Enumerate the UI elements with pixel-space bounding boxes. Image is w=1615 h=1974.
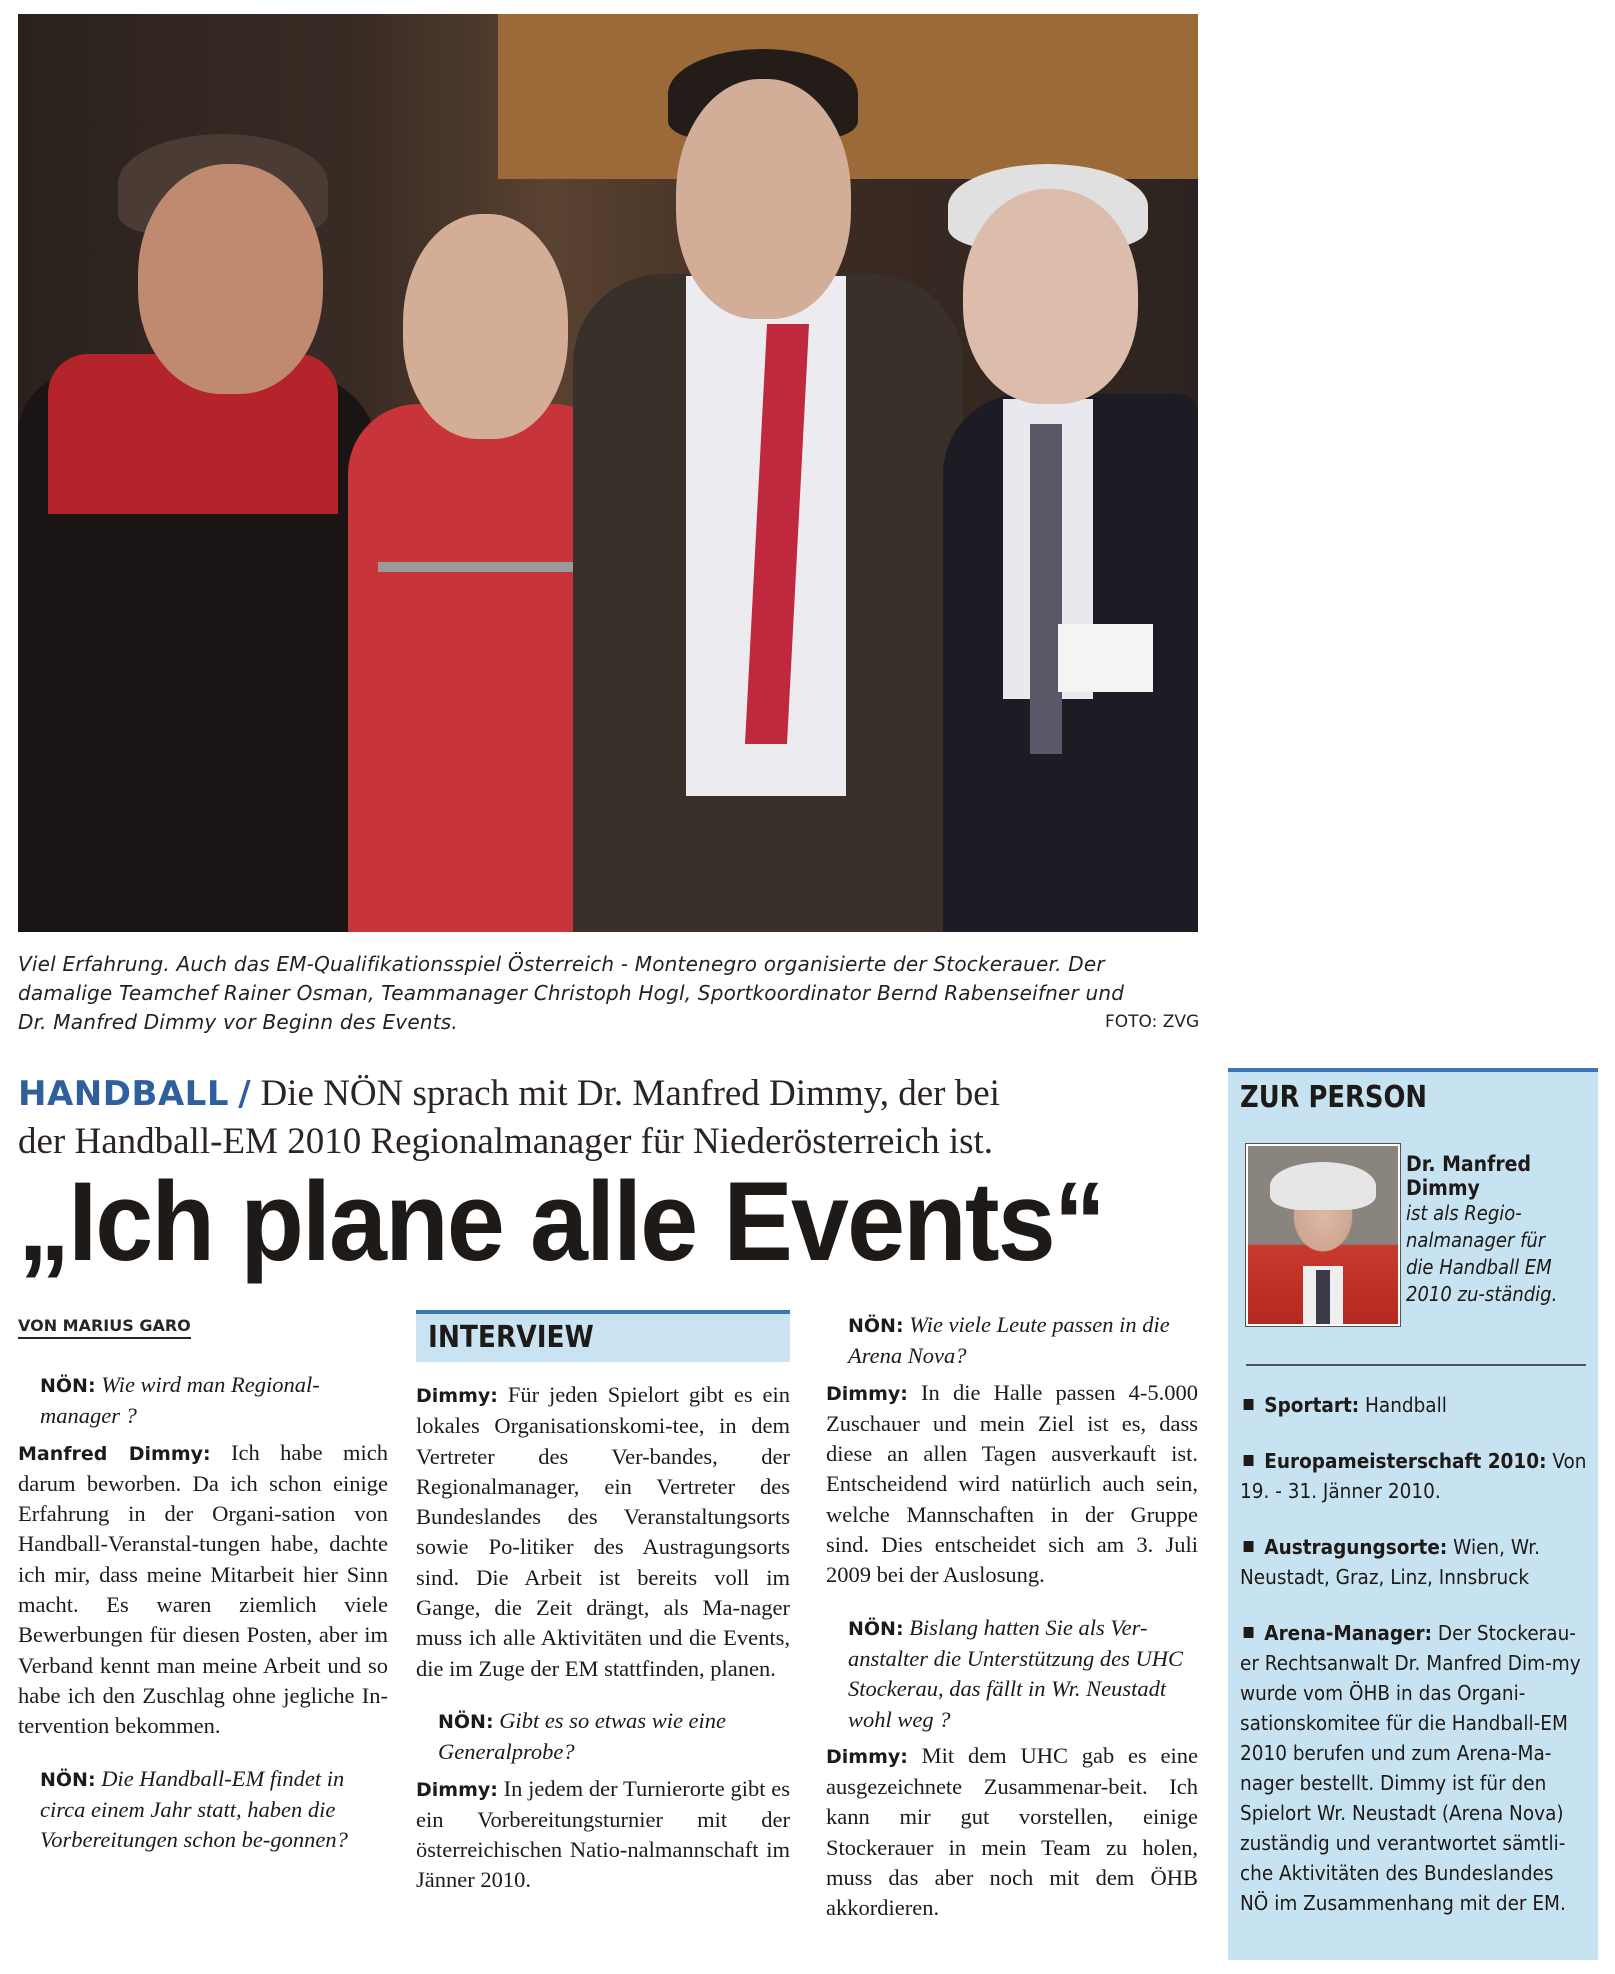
- question-4: NÖN: Wie viele Leute passen in die Arena Nova?: [848, 1312, 1170, 1369]
- article-column-1: [18, 1370, 388, 1877]
- bullet-icon: [1244, 1627, 1254, 1638]
- fact-item: Sportart: Handball: [1240, 1390, 1587, 1420]
- zur-person-sidebar: [1228, 1068, 1598, 1960]
- answer-3: Dimmy: In jedem der Turnierorte gibt es ein Vorbereitungsturnier mit der österreichischen Natio-nalmannschaft im Jänner 2010.: [416, 1775, 790, 1893]
- portrait-photo: [1246, 1144, 1400, 1326]
- article-column-3: [826, 1310, 1198, 1946]
- sidebar-divider: [1246, 1364, 1586, 1366]
- person-facts: [1240, 1390, 1590, 1944]
- fact-item: Europameisterschaft 2010: Von 19. - 31. Jänner 2010.: [1240, 1449, 1587, 1503]
- question-3: NÖN: Gibt es so etwas wie eine Generalprobe?: [438, 1707, 727, 1765]
- interview-label: INTERVIEW: [428, 1320, 594, 1355]
- kicker: HANDBALL / Die NÖN sprach mit Dr. Manfred Dimmy, der bei der Handball-EM 2010 Regionalmanager für Niederösterreich ist.: [18, 1073, 1000, 1162]
- answer-1: Manfred Dimmy: Ich habe mich darum beworben. Da ich schon einige Erfahrung in der Organi-sation von Handball-Veranstal-tungen habe, dachte ich mir, dass meine Mitarbeit hier Sinn macht. Es waren ziemlich viele Bewerbungen für diesen Posten, aber im Verband kennt man meine Arbeit und so habe ich den Zuschlag ohne jegliche In-tervention bekommen.: [18, 1439, 388, 1739]
- article-column-2: [416, 1380, 790, 1918]
- fact-item: Arena-Manager: Der Stockerau-er Rechtsanwalt Dr. Manfred Dim-my wurde vom ÖHB in das Organi-sationskomitee für die Handball-EM 2010 berufen und zum Arena-Ma-nager bestellt. Dimmy ist für den Spielort Wr. Neustadt (Arena Nova) zuständig und verantwortet sämtli-che Aktivitäten des Bundeslandes NÖ im Zusammenhang mit der EM.: [1240, 1621, 1581, 1915]
- question-1: NÖN: Wie wird man Regional-manager ?: [40, 1372, 320, 1429]
- question-2: NÖN: Die Handball-EM findet in circa einem Jahr statt, haben die Vorbereitungen schon be-gonnen?: [40, 1765, 348, 1853]
- person-name: Dr. Manfred Dimmy: [1406, 1152, 1531, 1200]
- answer-4: Dimmy: In die Halle passen 4-5.000 Zuschauer und mein Ziel ist es, dass diese an allen Tagen ausverkauft ist. Entscheidend wird natürlich auch sein, welche Mannschaften in der Gruppe sind. Dies entscheidet sich am 3. Juli 2009 bei der Auslosung.: [826, 1379, 1199, 1588]
- fact-item: Austragungsorte: Wien, Wr. Neustadt, Graz, Linz, Innsbruck: [1240, 1535, 1541, 1589]
- rubric-handball: HANDBALL: [18, 1074, 230, 1114]
- question-5: NÖN: Bislang hatten Sie als Ver-anstalter die Unterstützung des UHC Stockerau, das fällt in Wr. Neustadt wohl weg ?: [848, 1614, 1183, 1732]
- person-description: ist als Regio-nalmanager für die Handball EM 2010 zu-ständig.: [1406, 1201, 1558, 1306]
- answer-5: Dimmy: Mit dem UHC gab es eine ausgezeichnete Zusammenar-beit. Ich kann mir gut vorstellen, einige Stockerauer in mein Team zu holen, muss das aber noch mit dem ÖHB akkordieren.: [826, 1742, 1198, 1921]
- bullet-icon: [1244, 1399, 1254, 1410]
- article-photo: [18, 14, 1198, 932]
- sidebar-title: ZUR PERSON: [1240, 1080, 1428, 1115]
- byline: VON MARIUS GARO: [18, 1316, 191, 1339]
- photo-credit: FOTO: ZVG: [1105, 1012, 1200, 1032]
- bullet-icon: [1244, 1455, 1254, 1466]
- headline: „Ich plane alle Events“: [18, 1159, 1105, 1284]
- bullet-icon: [1244, 1541, 1254, 1552]
- interview-label-box: [416, 1310, 790, 1362]
- answer-2: Dimmy: Für jeden Spielort gibt es ein lokales Organisationskomi-tee, in dem Vertreter des Ver-bandes, der Regionalmanager, ein Vertreter des Bundeslandes des Veranstaltungsorts sowie Po-litiker des Austragungsorts sind. Die Arbeit ist bereits voll im Gange, die Zeit drängt, als Ma-nager muss ich alle Aktivitäten und die Events, die im Zuge der EM stattfinden, planen.: [416, 1382, 791, 1681]
- photo-caption: Viel Erfahrung. Auch das EM-Qualifikationsspiel Österreich - Montenegro organisierte der Stockerauer. Der damalige Teamchef Rainer Osman, Teammanager Christoph Hogl, Sportkoordinator Bernd Rabenseifner und Dr. Manfred Dimmy vor Beginn des Events.: [18, 952, 1125, 1034]
